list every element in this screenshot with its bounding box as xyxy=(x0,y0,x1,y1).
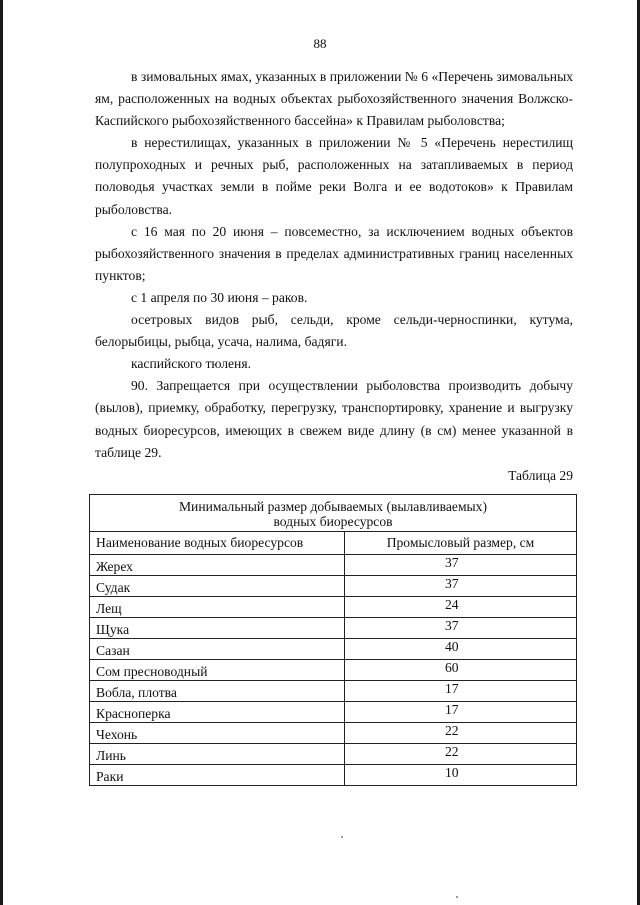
species-name-cell: Судак xyxy=(90,576,345,597)
table-title xyxy=(90,495,577,532)
minimum-size-cell: 24 xyxy=(345,597,577,618)
table-row xyxy=(90,702,577,723)
paragraph-may-june-ban: с 16 мая по 20 июня – повсеместно, за исключением водных объектов рыбохозяйственного значения в пределах административных границ населенных пунктов; xyxy=(95,223,573,283)
paragraph-wintering-pits: в зимовальных ямах, указанных в приложении № 6 «Перечень зимовальных ям, расположенных на водных объектах рыбохозяйственного значения Волжско-Каспийского рыбохозяйственного бассейна» к Правилам рыболовства; xyxy=(95,69,573,129)
species-name-cell: Вобла, плотва xyxy=(90,681,345,702)
table-row xyxy=(90,723,577,744)
column-header-name: Наименование водных биоресурсов xyxy=(90,532,345,555)
table-row xyxy=(90,555,577,576)
minimum-size-cell: 22 xyxy=(345,723,577,744)
minimum-size-cell: 37 xyxy=(345,618,577,639)
species-name-cell: Сом пресноводный xyxy=(90,660,345,681)
scan-edge-left xyxy=(0,0,3,905)
minimum-size-table xyxy=(89,494,577,786)
species-name-cell: Лещ xyxy=(90,597,345,618)
scan-speck xyxy=(341,836,343,838)
table-row xyxy=(90,681,577,702)
table-row xyxy=(90,597,577,618)
table-row xyxy=(90,744,577,765)
table-row xyxy=(90,639,577,660)
table-body xyxy=(90,555,577,786)
table-title-line-2: водных биоресурсов xyxy=(273,514,393,529)
page-number: 88 xyxy=(313,36,327,51)
species-name-cell: Сазан xyxy=(90,639,345,660)
minimum-size-cell: 10 xyxy=(345,765,577,786)
minimum-size-cell: 22 xyxy=(345,744,577,765)
paragraph-crayfish-ban: с 1 апреля по 30 июня – раков. xyxy=(131,289,308,305)
paragraph-sturgeon-ban: осетровых видов рыб, сельди, кроме сельди-черноспинки, кутума, белорыбицы, рыбца, усача, налима, бадяги. xyxy=(95,312,573,350)
species-name-cell: Щука xyxy=(90,618,345,639)
species-name-cell: Жерех xyxy=(90,555,345,576)
table-title-line-1: Минимальный размер добываемых (вылавливаемых) xyxy=(178,499,488,514)
paragraph-seal-ban: каспийского тюленя. xyxy=(131,356,251,372)
species-name-cell: Раки xyxy=(90,765,345,786)
table-title-row xyxy=(90,495,577,532)
document-body xyxy=(95,66,573,487)
table-row xyxy=(90,765,577,786)
table-row xyxy=(90,660,577,681)
species-name-cell: Красноперка xyxy=(90,702,345,723)
species-name-cell: Линь xyxy=(90,744,345,765)
table-caption: Таблица 29 xyxy=(508,467,573,483)
column-header-size: Промысловый размер, см xyxy=(345,532,577,555)
minimum-size-cell: 37 xyxy=(345,555,577,576)
table-header-row xyxy=(90,532,577,555)
scan-speck xyxy=(456,896,458,898)
paragraph-spawning-grounds: в нерестилищах, указанных в приложении № 5 «Перечень нерестилищ полупроходных и речных рыб, расположенных на затапливаемых в период половодья участках земли в пойме реки Волга и ее водотоков» к Правилам рыболовства. xyxy=(95,135,573,217)
paragraph-article-90: 90. Запрещается при осуществлении рыболовства производить добычу (вылов), приемку, обработку, перегрузку, транспортировку, хранение и выгрузку водных биоресурсов, имеющих в свежем виде длину (в см) менее указанной в таблице 29. xyxy=(95,378,573,460)
minimum-size-cell: 40 xyxy=(345,639,577,660)
minimum-size-cell: 37 xyxy=(345,576,577,597)
minimum-size-cell: 17 xyxy=(345,681,577,702)
table-row xyxy=(90,576,577,597)
minimum-size-cell: 17 xyxy=(345,702,577,723)
minimum-size-cell: 60 xyxy=(345,660,577,681)
species-name-cell: Чехонь xyxy=(90,723,345,744)
table-row xyxy=(90,618,577,639)
